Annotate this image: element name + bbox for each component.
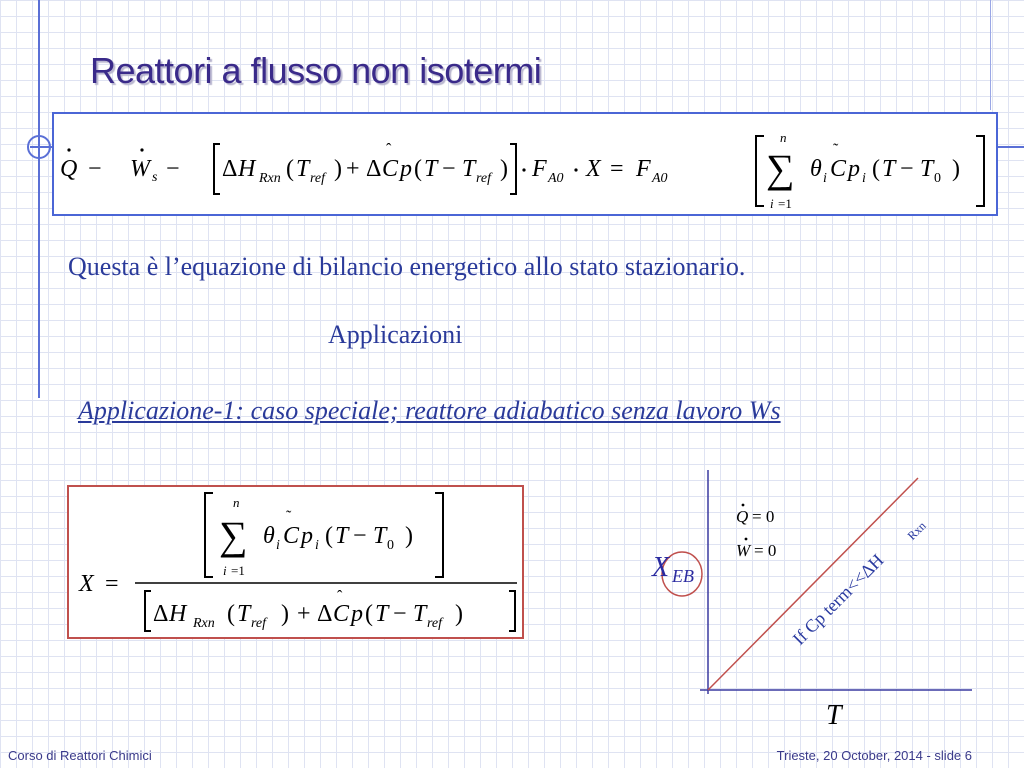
svg-text:W: W <box>130 156 150 182</box>
svg-text:(: ( <box>227 601 235 627</box>
svg-text:=: = <box>105 571 119 597</box>
svg-text:ˆ: ˆ <box>386 141 392 158</box>
svg-text:(: ( <box>325 523 333 549</box>
svg-text:): ) <box>405 523 413 549</box>
y-axis-label: X <box>652 552 670 583</box>
svg-text:0: 0 <box>387 538 394 553</box>
svg-text:F: F <box>636 156 651 182</box>
svg-text:X: X <box>586 156 601 182</box>
svg-text:(: ( <box>872 156 880 182</box>
svg-text:T: T <box>237 601 251 627</box>
svg-text:C: C <box>830 156 847 182</box>
svg-text:T: T <box>335 523 349 549</box>
svg-text:T: T <box>413 601 427 627</box>
svg-text:Rxn: Rxn <box>193 616 215 631</box>
svg-text:s: s <box>152 170 158 185</box>
footer-date-slide: Trieste, 20 October, 2014 - slide 6 <box>776 748 972 763</box>
svg-text:p: p <box>301 523 313 549</box>
svg-text:A0: A0 <box>548 171 564 186</box>
svg-text:T: T <box>296 156 310 182</box>
svg-text:∑: ∑ <box>219 513 248 558</box>
svg-text:T: T <box>373 523 387 549</box>
svg-text:ˆ: ˆ <box>337 588 343 605</box>
svg-text:W: W <box>736 541 751 560</box>
svg-text:i: i <box>862 171 866 186</box>
application-1-heading: Applicazione-1: caso speciale; reattore adiabatico senza lavoro Ws <box>78 396 781 425</box>
energy-balance-equation-box <box>52 112 998 216</box>
svg-text:ref: ref <box>476 171 492 186</box>
svg-text:−: − <box>900 156 914 182</box>
svg-text:X: X <box>79 571 94 597</box>
svg-text:Q: Q <box>736 507 749 526</box>
svg-text:i: i <box>276 538 280 553</box>
svg-text:−: − <box>166 156 180 182</box>
slide-title: Reattori a flusso non isotermi <box>90 50 542 91</box>
svg-text:A0: A0 <box>652 171 668 186</box>
svg-text:i: i <box>223 563 227 578</box>
svg-text:+: + <box>346 156 360 182</box>
svg-text:H: H <box>238 156 256 182</box>
conversion-temperature-plot <box>640 460 980 730</box>
energy-balance-statement: Questa è l’equazione di bilancio energetico allo stato stazionario. <box>68 252 746 281</box>
svg-text:F: F <box>532 156 547 182</box>
svg-text:Δ: Δ <box>317 601 333 627</box>
conversion-equation-box <box>67 485 524 639</box>
svg-text:Rxn: Rxn <box>259 171 281 186</box>
svg-text:Δ: Δ <box>222 156 238 182</box>
decorative-vertical-line <box>38 0 40 398</box>
svg-text:˜: ˜ <box>833 141 839 158</box>
svg-text:ref: ref <box>427 616 443 631</box>
line-annotation: If Cp term<<ΔH <box>788 549 888 649</box>
svg-text:T: T <box>462 156 476 182</box>
svg-text:p: p <box>848 156 860 182</box>
svg-text:C: C <box>382 156 399 182</box>
decorative-vertical-line-right <box>990 0 991 110</box>
svg-text:i: i <box>315 538 319 553</box>
svg-text:): ) <box>281 601 289 627</box>
svg-text:C: C <box>283 523 300 549</box>
svg-text:0: 0 <box>934 171 941 186</box>
svg-text:n: n <box>233 495 240 510</box>
applications-heading: Applicazioni <box>328 320 463 349</box>
decorative-circle <box>27 135 51 159</box>
svg-text:n: n <box>780 130 787 145</box>
svg-text:T: T <box>882 156 896 182</box>
svg-text:i: i <box>770 196 774 211</box>
svg-text:(: ( <box>365 601 373 627</box>
svg-text:Δ: Δ <box>366 156 382 182</box>
condition-heat-zero: = 0 <box>752 507 775 526</box>
svg-text:(: ( <box>414 156 422 182</box>
svg-text:−: − <box>442 156 456 182</box>
svg-text:Δ: Δ <box>153 601 169 627</box>
svg-text:): ) <box>334 156 342 182</box>
svg-text:−: − <box>393 601 407 627</box>
svg-text:˜: ˜ <box>286 508 292 525</box>
svg-text:=: = <box>610 156 624 182</box>
svg-text:): ) <box>500 156 508 182</box>
energy-balance-equation <box>54 114 996 214</box>
svg-text:T: T <box>375 601 389 627</box>
svg-text:i: i <box>823 171 827 186</box>
conversion-equation <box>69 487 522 637</box>
svg-text:T: T <box>920 156 934 182</box>
svg-text:+: + <box>297 601 311 627</box>
svg-text:θ: θ <box>810 156 822 182</box>
svg-text:=1: =1 <box>231 563 245 578</box>
svg-text:H: H <box>169 601 187 627</box>
svg-text:(: ( <box>286 156 294 182</box>
y-axis-label-subscript: EB <box>672 566 694 586</box>
line-annotation-subscript: Rxn <box>904 518 929 543</box>
svg-text:p: p <box>351 601 363 627</box>
x-axis-label: T <box>826 700 842 730</box>
svg-text:): ) <box>952 156 960 182</box>
svg-text:θ: θ <box>263 523 275 549</box>
svg-text:−: − <box>353 523 367 549</box>
svg-text:−: − <box>88 156 102 182</box>
svg-text:Q: Q <box>60 156 78 182</box>
svg-text:∑: ∑ <box>766 146 795 191</box>
svg-text:=1: =1 <box>778 196 792 211</box>
condition-work-zero: = 0 <box>754 541 777 560</box>
svg-text:C: C <box>333 601 350 627</box>
footer-course: Corso di Reattori Chimici <box>8 748 152 763</box>
svg-text:p: p <box>400 156 412 182</box>
svg-text:): ) <box>455 601 463 627</box>
svg-text:ref: ref <box>251 616 267 631</box>
svg-text:T: T <box>424 156 438 182</box>
svg-text:ref: ref <box>310 171 326 186</box>
